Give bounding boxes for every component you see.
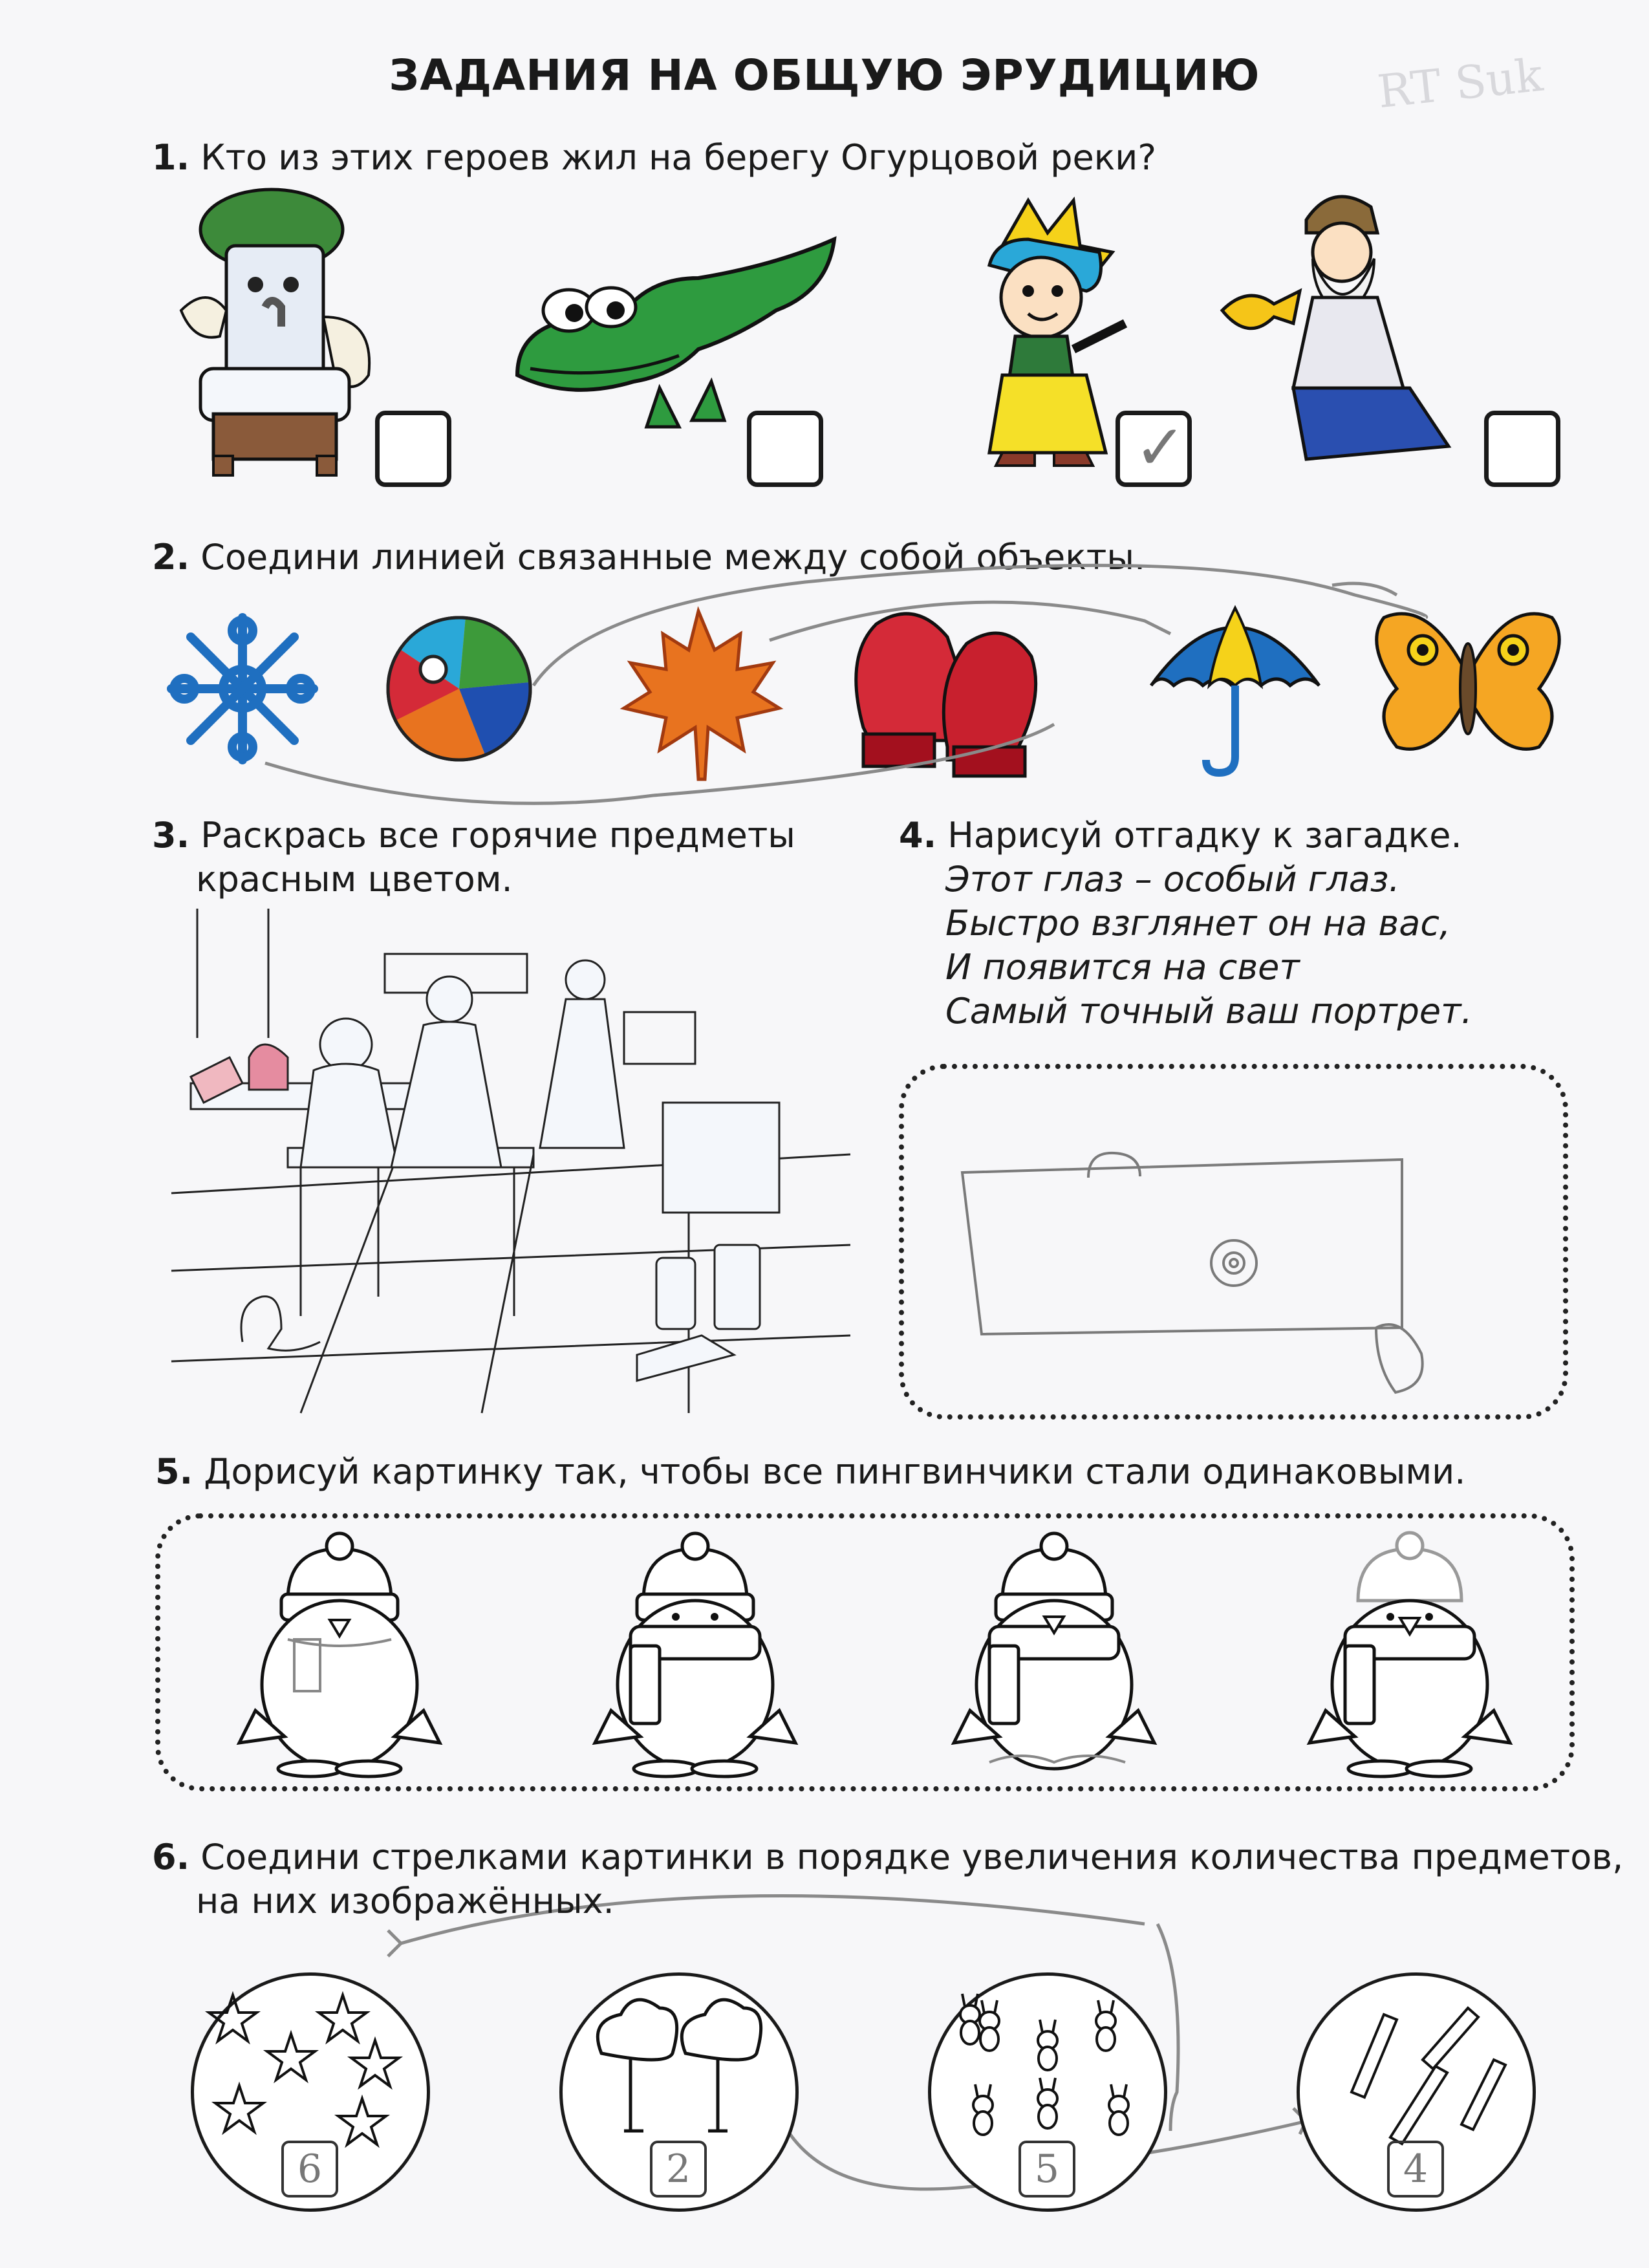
check-mark: ✓ xyxy=(1134,411,1187,484)
circle-stars[interactable] xyxy=(191,1972,430,2212)
pencils-icon xyxy=(1326,1995,1513,2144)
task6-question: 6. Соедини стрелками картинки в порядке увеличения количества предметов, на них изображённых. xyxy=(152,1837,1624,1921)
penguin-2-icon xyxy=(592,1529,799,1775)
riddle-line-4: Самый точный ваш портрет. xyxy=(945,991,1472,1031)
penguin-1-icon xyxy=(236,1529,443,1775)
riddle-line-1: Этот глаз – особый глаз. xyxy=(945,859,1400,900)
task5-question: 5. Дорисуй картинку так, чтобы все пингвинчики стали одинаковыми. xyxy=(155,1451,1466,1492)
camera-drawing xyxy=(949,1140,1467,1386)
page-title: ЗАДАНИЯ НА ОБЩУЮ ЭРУДИЦИЮ xyxy=(389,50,1260,100)
drawing-area[interactable] xyxy=(899,1064,1568,1420)
rabbits-icon xyxy=(957,1995,1145,2150)
riddle-line-3: И появится на свет xyxy=(945,947,1300,988)
task2-question: 2. Соедини линией связанные между собой объекты. xyxy=(152,537,1146,578)
stars-icon xyxy=(213,1995,407,2150)
task4-question: 4. Нарисуй отгадку к загадке. xyxy=(899,815,1462,856)
trees-icon xyxy=(588,1995,770,2144)
riddle-line-2: Быстро взглянет он на вас, xyxy=(945,903,1451,944)
circle-rabbits[interactable] xyxy=(928,1972,1167,2212)
answer-box-3[interactable]: 5 xyxy=(1018,2141,1075,2198)
kitchen-scene xyxy=(171,909,850,1420)
circle-pencils[interactable] xyxy=(1297,1972,1536,2212)
riddle-text xyxy=(945,858,1472,1033)
corner-note: RT Suk xyxy=(1375,48,1546,119)
task3-question: 3. Раскрась все горячие предметы красным цветом. xyxy=(152,815,795,900)
answer-box-2[interactable]: 2 xyxy=(650,2141,707,2198)
answer-box-1[interactable]: 6 xyxy=(281,2141,338,2198)
task1-question: 1. Кто из этих героев жил на берегу Огурцовой реки? xyxy=(152,137,1157,178)
circle-trees[interactable] xyxy=(559,1972,799,2212)
penguin-4-icon xyxy=(1306,1520,1513,1775)
answer-box-4[interactable]: 4 xyxy=(1387,2141,1444,2198)
penguin-3-icon xyxy=(951,1529,1158,1775)
